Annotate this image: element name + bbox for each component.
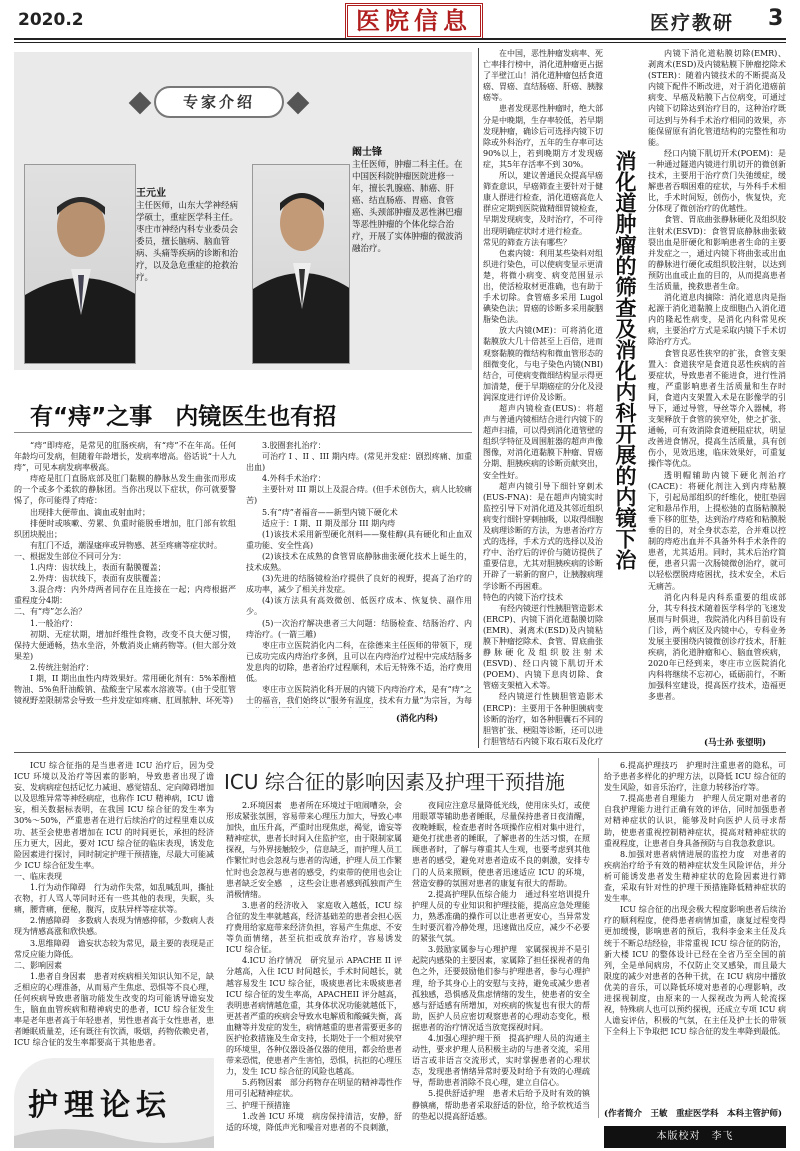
paragraph: 5.提供舒适护理 患者术后给予及时有效的镇静镇痛，帮助患者采取舒适的卧位，给予软枕适当的垫起以提高舒适感。: [412, 1089, 590, 1121]
paragraph: 1.患者自身因素 患者对疾病相关知识认知不足，缺乏相应的心理准备，从而易产生焦虑、恐惧等不良心理，任何疾病导致患者脑功能发生改变的均可能诱导谵妄发生，脑血血管疾病和精神病史的患者，ICU 综合征发生率是老年患者高于年轻患者，男性患者高于女性患者，患者睡眠质量差，还有既往有饮酒，吸烟，药物依赖史者，ICU 综合征的发生率都要高于其他患者。: [14, 971, 214, 1048]
section-heading: 特色的内镜下治疗技术: [483, 592, 563, 602]
paragraph: 2.外痔：齿状线下，表面有皮肤覆盖；: [30, 574, 166, 584]
gi-col-1: [483, 48, 603, 748]
hemorrhoid-col-1: [14, 440, 236, 760]
paragraph: 所以，建议普通民众提高早癌筛查意识，早癌筛查主要针对于健康人群进行检查，消化道癌高危人群应定期到医院做精细胃镜检查，早期发现病变，及时治疗，不可待出现明确症状时才进行检查。: [483, 171, 603, 236]
icu-credits: (作者简介 王敏 重症医学科 本科主管护师): [604, 1109, 783, 1119]
section-heading: 一、根据发生部位不同可分为：: [14, 551, 126, 561]
paragraph: 经内镜逆行性胰胆管造影术(ERCP)：主要用于各种胆胰病变诊断的治疗，如各种胆囊石不同的胆管扩张、梗阻等诊断，还可以进行胆管结石内镜下取石取石及化疗: [483, 692, 603, 746]
paragraph: 透明帽辅助内镜下硬化剂治疗(CACE)：将硬化剂注入到内痔粘膜下，引起局部组织的纤维化，使肛垫固定和悬吊作用，上提松弛的直肠粘膜脱垂下移的肛垫，达到治疗痔疮和粘膜脱垂的目的，对全身状态差，合并难以控制的痔疮出血并不具备外科手术条件的患者，尤其适用。同时，其术后治疗简便，患者只需一次肠镜微创治疗，就可以轻松摆脱痔疮困扰，技术安全，术后无痛苦。: [648, 470, 786, 591]
expert-profile-panel: [14, 52, 472, 370]
paragraph: “痔”即痔疮，是常见的肛肠疾病，有“痔”不在年高。任何年龄均可发病，但随着年龄增长，发病率增高。俗话说“十人九痔”，可见本病发病率极高。: [14, 441, 236, 473]
expert-right: [352, 146, 468, 255]
expert-right-bio: 主任医师，肿瘤二科主任。在中国医科院肿瘤医院进修一年，擅长乳腺癌、肺癌、肝癌、结直肠癌、胃癌、食管癌、头颈部肿瘤及恶性淋巴瘤等恶性肿瘤的个体化综合治疗，开展了实体肿瘤的微波消融治疗。: [352, 160, 463, 254]
paragraph: 排便时或咳嗽、劳累、负重时能脱垂增加，肛门部有软组织团块脱出；: [14, 518, 236, 539]
paragraph: 色素内镜：利用某些染料对组织进行染色，可以使病变显示更清楚，将微小病变、病变范围显示出，使活检取材更准确，也有助于手术切除。食管癌多采用 Lugol 碘染色法；胃癌的诊断多采用靛胭脂染色法。: [483, 248, 603, 325]
icu-col-4: [604, 760, 786, 1106]
expert-left: [136, 187, 242, 284]
paragraph: 在中国，恶性肿瘤发病率、死亡率排行榜中，消化道肿瘤更占据了半壁江山！消化道肿瘤包括食道癌、胃癌、直结肠癌、肝癌、胰腺癌等。: [483, 49, 603, 103]
paragraph: 5.有“痔”者福音——新型内镜下硬化术: [262, 507, 398, 517]
paragraph: 超声内镜检查(EUS)：将超声与普通内镜相结合进行内镜下的超声扫描，可以得到消化道管壁的组织学特征及周围脏器的超声声像图像，对消化道黏膜下肿瘤、胃癌分期、胆胰疾病的诊断贡献突出，安全性好。: [483, 404, 603, 480]
paragraph: 3.混合痔：内外痔两者同存在且连接在一起；内痔根据严重程度分4期：: [14, 585, 236, 606]
badge-ornament-left: [129, 92, 152, 115]
expert-left-name: 王元业: [136, 188, 166, 199]
column-divider-main: [478, 48, 479, 748]
issue-date: 2020.2: [18, 10, 84, 30]
hemorrhoid-headline: 有“痔”之事 内镜医生也有招: [30, 404, 337, 430]
paragraph: 超声内镜引导下细针穿刺术(EUS-FNA)：是在超声内镜实时监控引导下对消化道及其邻近组织病变行细针穿刺抽吸，以取得细胞及病理诊断的方法，为患者治疗方式的选择，手术方式的选择以及治疗中、治疗后的评价与随访提供了重要信息，尤其对胆胰疾病的诊断开辟了一崭新的窗户，让胰腺病理学诊断不再困难。: [483, 481, 603, 591]
section-heading: 二、影响因素: [14, 960, 62, 970]
nursing-forum-badge: [14, 1058, 214, 1148]
paragraph: ICU 综合征的出现会极大程度影响患者后续治疗的顺利程度，使得患者病情加重，康复过程变得更加缓慢，影响患者的预后，我科李金来主任及兵统于不断总结经验，非常重视 ICU 综合征的防治，新大楼 ICU 的整体设计已经在全省乃至全国的前列，全是单间病房，不仅防止交叉感染，而且最大限度的减少对患者的各种干扰，在 ICU 病房中播放优美的音乐，可以降低环境对患者的心理影响，改进探视制度，由原来的一人探视改为两人轮流探视，特殊病人也可以预约探视，还成立专项 ICU 病人谵妄评估，积极的气氛，在主任及护士长的带领下全科上下争取把 ICU 综合征的发生率降到最低。: [604, 905, 786, 1037]
paragraph: 食管、胃底曲张静脉硬化及组织胶注射术(ESVD)：食管胃底静脉曲张破裂出血是肝硬化和影响患者生命的主要并发症之一，通过内镜下将曲张或出血的静脉进行硬化或组织胶注射，以达到预防出血或止血的目的，从而提高患者生活质量，挽救患者生命。: [648, 215, 786, 291]
expert-right-name: 阚士锋: [352, 147, 382, 158]
paragraph: 2.环境因素 患者所在环境过于喧闹嘈杂，会形成紧张氛围，容易带来心理压力加大，导致心率加快，血压升高，严重时出现焦虑，褐觉，谵妄等精神症状，患者长时间入住监护室，由于限制家属探视，与外界接触较少，信息缺乏，而护理人员工作繁忙时也会忽视与患者的沟通，护理人员工作繁忙时也会忽视与患者的感受，约束带的使用也会让患者缺乏安全感 ，这些会让患者感到孤独而产生消极情绪。: [226, 801, 402, 899]
paragraph: 2.提高护理队伍综合能力 通过科室培训提升护理人员的专业知识和护理技能，提高应急处理能力，熟悉准确的操作可以让患者更安心，当异常发生时要沉着冷静处理，迅速做出反应，减少不必要的紧张气氛。: [412, 889, 590, 944]
paragraph: 夜间应注意尽量降低光线，使用床头灯，或使用眼罩等辅助患者睡眠，尽量保持患者日夜清醒，夜晚睡眠，检查患者时各项操作应相对集中进行，避免打扰患者的睡眠，了解患者的生活习惯，在照顾患者时，了解与尊重其人生观，也要考虑到其他患者的感受，避免对患者造成不良的刺激，安排专门的人员来照顾，使患者迅速适应 ICU 的环境，营造安静的氛围对患者的康复有很大的帮助。: [412, 801, 590, 888]
expert-badge: 专家介绍: [154, 86, 284, 118]
gi-col-2: [648, 48, 786, 736]
paragraph: 痔疮是肛门直肠底部及肛门黏膜的静脉丛发生曲张而形成的一个或多个柔软的静脉团。当你出现以下症状，你可就要警惕了，你可能得了痔疮：: [14, 474, 236, 506]
icu-col-1: [14, 760, 214, 1052]
paragraph: 消化内科是内科系重要的组成部分，其专科技术随着医学科学的飞速发展而与时俱进，我院消化内科目前设有门诊，两个病区及内镜中心，专科业务发展主要围绕内镜微创诊疗技术，肝脏疾病，消化道肿瘤和心、脑血管疾病，2020年已经到来，枣庄市立医院消化内科将继续不忘初心，砥砺前行，不断加强科室建设，提高医疗技术，造福更多患者。: [648, 592, 786, 702]
mid-page-rule: [14, 752, 786, 753]
paragraph: 枣庄市立医院消化科开展的内镜下内痔治疗术，是有“痔”之士的福音，我们始终以“服务有温度，技术有力量”为宗旨，为每: [246, 685, 472, 706]
paragraph: 7.提高患者自理能力 护理人员定期对患者的自我护理能力进行正确有效的评估，同时加强患者对精神症状的认识，能够及时向医护人员寻求帮助，使患者重视控制精神症状，提高对精神症状的重视程度，让患者自身具备预防与自我急救意识。: [604, 794, 786, 848]
paragraph: 内镜下消化道粘膜切除(EMR)、剥离术(ESD)及内镜粘膜下肿瘤挖除术(STER)：随着内镜技术的不断提高及内镜下配件不断改进，对于消化道癌前病变、早癌及粘膜下占位病变，可通过内镜下切除达到治疗目的，这种治疗既可达到与外科手术治疗相同的效果，亦能保留原有消化管道结构的完整性和功能。: [648, 49, 786, 147]
paragraph: 可治疗 I 、II 、III 期内痔。(常见并发症：剧烈疼痛、加重出血): [246, 452, 472, 473]
forum-badge-title: 护理论坛: [28, 1088, 172, 1123]
paragraph: 枣庄市立医院消化内二科，在徐德来主任医师的带领下，现已成功完成内痔治疗多例，且可以在内痔治疗过程中完成结肠多发息肉的切除，患者治疗过程顺利，术后无特殊不适，治疗费用低。: [246, 640, 472, 683]
portrait-left: [24, 164, 136, 364]
section-heading: 三、护理干预措施: [226, 1100, 290, 1110]
paragraph: I 期，II 期出血性内痔效果好。常用硬化剂有：5%苯酚植物油、5%鱼肝油酸钠、盐酸奎宁尿素水溶液等。(由于受肛管镜视野差限制常会导致一些并发症如疼痛、肛周脓肿、坏死等): [14, 673, 236, 706]
paragraph: 适应于：I 期、II 期及部分 III 期内痔: [262, 518, 396, 528]
doctor-photo-left: [25, 165, 136, 364]
paragraph: 2.情感障碍 多数病人表现为情感抑郁，少数病人表现为情感高涨和欣快感。: [14, 916, 214, 937]
header-rule: [14, 38, 786, 40]
paragraph: (3)先进的结肠镜检治疗提供了良好的视野，提高了治疗的成功率，减少了相关并发症。: [246, 574, 472, 595]
doctor-photo-right: [253, 165, 350, 364]
icu-col-3: [412, 800, 590, 1148]
section-name: 医疗教研: [650, 12, 735, 34]
masthead: [0, 0, 800, 40]
editor-box: [604, 1126, 786, 1148]
hemorrhoid-source: (消化内科): [396, 714, 439, 724]
header-rule-thin: [14, 42, 786, 43]
newspaper-logo: 医院信息: [345, 3, 483, 39]
hemorrhoid-headline-rule: [14, 432, 472, 433]
portrait-right: [252, 164, 350, 364]
paragraph: 有经内镜逆行性胰胆管造影术(ERCP)、内镜下消化道黏膜切除(EMR)、剥离术(ESD)及内镜粘膜下肿瘤挖除术、食管、胃底曲张静脉硬化及组织胶注射术(ESVD)、经口内镜下肌切开术(POEM)、内镜下息肉切除、食管癌支架植入术等。: [483, 603, 603, 691]
section-heading: 二、有“痔”怎么治？: [14, 607, 87, 617]
hemorrhoid-col-2: [246, 440, 472, 708]
paragraph: 4.外科手术治疗：: [262, 474, 326, 484]
section-heading: 一、临床表现: [14, 871, 62, 881]
section-heading: 常见的筛查方法有哪些？: [483, 237, 571, 247]
paragraph: 放大内镜(ME)：可将消化道黏膜放大几十倍甚至上百倍，进而观察黏膜的微结构和微血管形态的细微变化，与电子染色内镜(NBI)结合，可使病变微细结构显示得更加清楚，便于早期癌症的分化及浸润深度进行评价及诊断。: [483, 326, 603, 402]
paragraph: 3.鼓励家属参与心理护理 家属探视并不是引起院内感染的主要因素，家属除了担任探视者的角色之外，还要鼓励他们参与护理患者，参与心理护理，给予其身心上的安慰与支持，避免或减少患者孤独感，恐惧感及焦虑情绪的发生，使患者的安全感与舒适感有所增加，对疾病的恢复也有很大的帮助，医护人员应密切观察患者的心理动态变化，根据患者的治疗情况适当放宽探视时间。: [412, 945, 590, 1032]
paragraph: (2)该技术在成熟的食管胃底静脉曲张硬化技术上诞生的，技术成熟。: [246, 551, 472, 573]
paragraph: 有肛门不适，潮湿瘙痒或异物感、甚至疼痛等症状时。: [30, 540, 222, 550]
expert-left-bio: 主任医师，山东大学神经病学硕士，重症医学科主任。枣庄市神经内科专业委员会委员，擅长脑病、脑血管病、头痛等疾病的诊断和治疗，以及急危重症的抢救治疗。: [136, 201, 239, 283]
gi-headline: 消化道肿瘤的筛查及消化内科开展的内镜下治: [613, 150, 637, 570]
editor-credit: 本版校对 李飞: [656, 1131, 734, 1142]
paragraph: 消化道息肉摘除：消化道息肉是指起源于消化道黏膜上皮细胞凸入消化道内的隆起性病变，是消化内科常见疾病，主要治疗方式是采取内镜下手术切除治疗方式。: [648, 293, 786, 347]
paragraph: (4)该方法具有高效微创、低医疗成本、恢复快、副作用少。: [246, 596, 472, 617]
paragraph: 3.思维障碍 谵妄状态较为常见，最主要的表现是正常反应能力降低。: [14, 938, 214, 959]
paragraph: 经口内镜下肌切开术(POEM)：是一种通过隧道内镜进行肌切开的微创新技术，主要用于治疗贲门失弛缓症，缓解患者吞咽困难的症状，与外科手术相比，手术时间短，创伤小，恢复快，充分体现了微创治疗的优越性。: [648, 148, 786, 214]
paragraph: 4.ICU 治疗情况 研究显示 APACHE II 评分越高，入住 ICU 时间越长，手术时间越长，就越容易发生 ICU 综合征，吸痰患者比未吸痰患者 ICU 综合征的发生率高，APACHEII 评分越高，表明患者病情越危重，其身体状况功能就越低下，更甚者严重的疾病会导致水电解质和酸碱失衡，高血糖等并发症的发生，病情越重的患者需要更多的医护抢救措施及生命支持，长期处于一个相对狭窄的环境里，各种仪器设备仪器的使用，都会给患者带来恐慌，使患者产生害怕，恐惧，抗拒的心理压力，发生 ICU 综合征的风险也越高。: [226, 956, 402, 1077]
icu-headline: ICU 综合征的影响因素及护理干预措施: [224, 770, 565, 794]
paragraph: ICU 综合征指的是当患者进 ICU 治疗后，因为受 ICU 环境以及治疗等因素的影响，导致患者出现了谵妄、发病病症包括记忆力减退、感觉错乱、定向障碍增加以及思维异常等神经病症，也称作 ICU 精神病，ICU 谵妄，相关数据标表明，在我国 ICU 综合征的发生率为 30%～50%，严重患者在进行后续治疗的过程里难以成功、甚至会使患者增加在 ICU 的时间更长，承担的经济压力更大，因此，要对 ICU 综合征的临床表现，诱发危险因素进行探讨，同时制定护理干预措施，尽最大可能减少 ICU 综合征发生率。: [14, 761, 214, 870]
paragraph: 1.内痔：齿状线上，表面有黏膜覆盖；: [30, 563, 166, 573]
paragraph: 患者发现恶性肿瘤时，绝大部分是中晚期，生存率较低，若早期发现肿瘤，确诊后可选择内镜下切除或外科治疗，五年的生存率可达 90%以上，若到晚期方才发现癌症，其5年存活率不到 30%。: [483, 104, 603, 169]
paragraph: (1)该技术采用新型硬化剂料——聚桂醇(具有硬化和止血双重功能、安全性高): [246, 529, 472, 550]
paragraph: 4.加强心理护理干预 提高护理人员的沟通主动性，要求护理人员积极主动的与患者交流，采用语言或非语言交流形式，实时掌握患者的心理状态，发现患者情绪异常时要及时给予有效的心理疏导，帮助患者消除不良心理，建立自信心。: [412, 1033, 590, 1088]
icu-col-2: [226, 800, 402, 1148]
paragraph: 主要针对 III 期以上及混合痔。(但手术创伤大，病人比较痛苦): [246, 485, 472, 506]
paragraph: 初期、无症状期，增加纤维性食物，改变不良大便习惯，保持大便通畅，热水坐浴，外敷消炎止痛药物等。(但大部分效果差): [14, 629, 236, 661]
wave-decoration: [14, 1122, 214, 1148]
gi-source: (马士孙 张望明): [704, 738, 767, 748]
paragraph: 出现排大便带血、滴血或射血时；: [30, 507, 150, 517]
paragraph: 2.传统注射治疗：: [30, 662, 94, 672]
column-divider-icu: [598, 758, 599, 1118]
paragraph: 1.一般治疗：: [30, 618, 78, 628]
paragraph: 6.提高护理技巧 护理时注重患者的隐私，可给予患者多样化的护理方法，以降低 ICU 综合征的发生风险，如音乐治疗，注意力转移治疗等。: [604, 761, 786, 793]
paragraph: 食管良恶性狭窄的扩张，食管支架置入：食道狭窄是食道良恶性疾病的首要症状，导致患者不能进食，进行性消瘦，严重影响患者生活质量和生存时间，食道内支架置入术是在影像学的引导下，通过导管，导丝等介入器械，将支架释放于食管的狭窄处，使之扩张、通畅，可有效消除食道梗阻症状，明显改善进食情况，提高生活质量，具有创伤小，见效迅速，临床效果好，可重复操作等优点。: [648, 348, 786, 469]
paragraph: 1.改善 ICU 环境 病房保持清洁，安静，舒适的环境，降低声光和噪音对患者的不良刺激，: [226, 1111, 402, 1132]
page-number: 3: [768, 6, 784, 31]
paragraph: 3.胶圈套扎治疗：: [262, 441, 326, 450]
badge-ornament-right: [287, 92, 310, 115]
paragraph: 8.加强对患者病情进展的监控力度 对患者的疾病治疗给予有效的精神症状发生风险评估，并分析可能诱发患者发生精神症状的危险因素进行筛查，采取有针对性的护理干预措施降低精神症状的发生率。: [604, 849, 786, 904]
paragraph: 1.行为动作障碍 行为动作失常，如乱喊乱叫，撕扯衣物，打人骂人等同时还有一些其他的表现，失眠，头痛，腰背痛，便秘，腹泻，皮肤异样等症状等。: [14, 883, 214, 915]
paragraph: 3.患者的经济收入 家庭收入越低，ICU 综合征的发生率就越高，经济基础差的患者会担心医疗费用给家庭带来经济负担，容易产生焦虑、不安等负面情绪，甚至抗拒或放弃治疗，容易诱发 ICU 综合征。: [226, 900, 402, 955]
paragraph: 5.药物因素 部分药物存在明显的精神毒性作用可引起精神症状。: [226, 1078, 402, 1099]
paragraph: (5)一次治疗解决患者三大问题：结肠检查、结肠治疗、内痔治疗。(一箭三雕): [246, 618, 472, 639]
